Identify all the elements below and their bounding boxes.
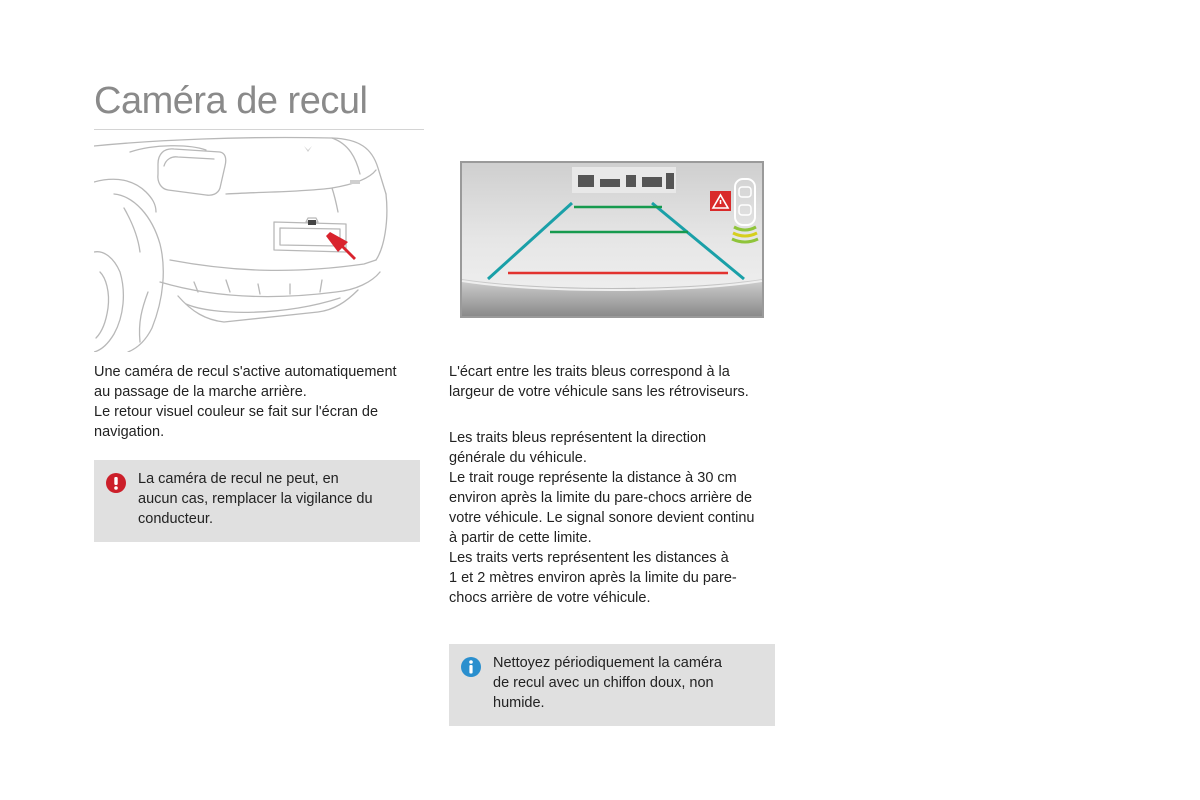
warning-line: aucun cas, remplacer la vigilance du	[138, 491, 373, 507]
warning-line: La caméra de recul ne peut, en	[138, 471, 339, 487]
paragraph-line: à partir de cette limite.	[449, 530, 592, 546]
warning-text	[138, 469, 373, 529]
paragraph-line: votre véhicule. Le signal sonore devient continu	[449, 510, 755, 526]
warning-note	[94, 460, 420, 542]
warning-line: conducteur.	[138, 511, 213, 527]
guide-lines-paragraph	[449, 428, 755, 608]
blue-lines-width-paragraph	[449, 362, 749, 402]
intro-line: Une caméra de recul s'active automatiquement	[94, 364, 397, 380]
intro-line: au passage de la marche arrière.	[94, 384, 307, 400]
title-divider	[94, 129, 424, 130]
paragraph-line: largeur de votre véhicule sans les rétroviseurs.	[449, 384, 749, 400]
intro-line: Le retour visuel couleur se fait sur l'écran de	[94, 404, 379, 420]
info-line: Nettoyez périodiquement la caméra	[493, 655, 722, 671]
intro-line: navigation.	[94, 424, 165, 440]
info-note	[449, 644, 775, 726]
paragraph-line: Les traits verts représentent les distances à	[449, 550, 729, 566]
intro-paragraph	[94, 362, 397, 442]
info-line: humide.	[493, 695, 545, 711]
paragraph-line: Les traits bleus représentent la direction	[449, 430, 707, 446]
info-line: de recul avec un chiffon doux, non	[493, 675, 714, 691]
camera-display-illustration	[460, 161, 764, 318]
info-text	[493, 653, 722, 713]
exclamation-icon	[106, 473, 126, 493]
paragraph-line: chocs arrière de votre véhicule.	[449, 590, 651, 606]
page-title: Caméra de recul	[94, 80, 368, 122]
info-icon	[461, 657, 481, 677]
paragraph-line: environ après la limite du pare-chocs arrière de	[449, 490, 753, 506]
paragraph-line: L'écart entre les traits bleus correspond à la	[449, 364, 730, 380]
car-rear-illustration	[94, 132, 394, 352]
paragraph-line: 1 et 2 mètres environ après la limite du pare-	[449, 570, 737, 586]
paragraph-line: générale du véhicule.	[449, 450, 587, 466]
paragraph-line: Le trait rouge représente la distance à 30 cm	[449, 470, 737, 486]
